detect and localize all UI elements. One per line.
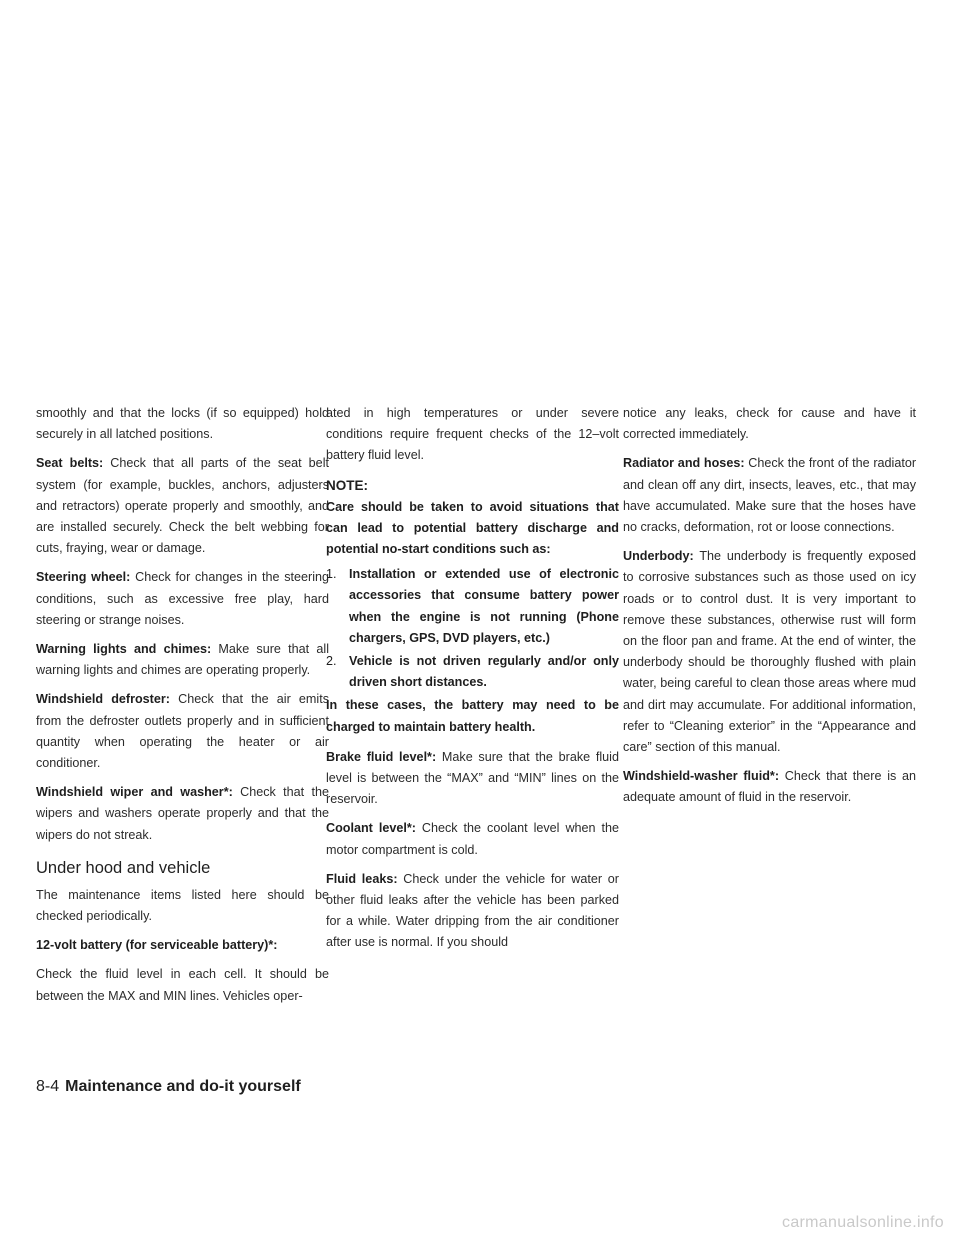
note-body [326,497,619,738]
page-footer [36,1077,301,1097]
brake-fluid-label: Brake fluid level*: [326,749,437,764]
coolant-label: Coolant level*: [326,821,416,836]
seat-belts-label: Seat belts: [36,456,104,471]
paragraph-underbody: Underbody: The underbody is frequently exposed to corrosive substances such as those used on icy roads or to control dust. It is very important to remove these substances, otherwise rust will form on the floor pan and frame. At the end of winter, the underbody should be thoroughly flushed with plain water, being careful to clean those areas where mud and dirt may accumulate. For additional information, refer to “Cleaning exterior” in the “Appearance and care” section of this manual. [623,549,916,755]
washer-fluid-label: Windshield-washer fluid*: [623,769,780,784]
column-2 [326,403,619,962]
paragraph-intro: The maintenance items listed here should be checked periodically. [36,887,329,924]
page-number: 8-4 [36,1078,60,1095]
note-heading: NOTE: [326,477,368,493]
paragraph-battery-label [36,935,329,956]
warning-lights-label: Warning lights and chimes: [36,642,212,657]
paragraph-coolant: Coolant level*: Check the coolant level when the motor compartment is cold. [326,821,620,857]
defroster-label: Windshield defroster: [36,692,170,707]
section-title: Maintenance and do-it yourself [65,1078,301,1095]
radiator-label: Radiator and hoses: [623,456,745,471]
note-outro: In these cases, the battery may need to be charged to maintain battery health. [326,698,619,734]
steering-wheel-label: Steering wheel: [36,570,131,585]
paragraph-locks: smoothly and that the locks (if so equipped) hold securely in all latched positions. [36,406,329,442]
list-item: 2. Vehicle is not driven regularly and/or only driven short distances. [326,654,619,690]
note-intro: Care should be taken to avoid situations that can lead to potential battery discharge and potential no-start conditions such as: [326,499,619,557]
paragraph-battery-cont: ated in high temperatures or under severe conditions require frequent checks of the 12–volt battery fluid level. [326,406,619,463]
paragraph-washer-fluid: Windshield-washer fluid*: Check that there is an adequate amount of fluid in the reservoir. [623,769,916,805]
paragraph-wiper-washer: Windshield wiper and washer*: Check that the wipers and washers operate properly and that the wipers do not streak. [36,785,329,842]
battery-label: 12-volt battery (for serviceable battery)*: [36,938,278,953]
paragraph-brake-fluid: Brake fluid level*: Make sure that the brake fluid level is between the “MAX” and “MIN” lines on the reservoir. [326,749,619,807]
note-list [326,564,619,693]
section-heading-under-hood: Under hood and vehicle [36,858,211,877]
wiper-washer-label: Windshield wiper and washer*: [36,785,233,800]
list-item: 1. Installation or extended use of electronic accessories that consume battery power when the engine is not running (Phone chargers, GPS, DVD players, etc.) [326,567,619,645]
watermark-link[interactable]: carmanualsonline.info [782,1214,944,1231]
paragraph-leaks-cont: notice any leaks, check for cause and have it corrected immediately. [623,406,916,442]
column-3 [623,403,916,817]
paragraph-battery: Check the fluid level in each cell. It should be between the MAX and MIN lines. Vehicles oper- [36,967,329,1003]
underbody-label: Underbody: [623,549,694,564]
fluid-leaks-label: Fluid leaks: [326,871,398,886]
column-1 [36,403,329,1015]
paragraph-fluid-leaks: Fluid leaks: Check under the vehicle for water or other fluid leaks after the vehicle has been parked for a while. Water dripping from the air conditioner after use is normal. If you should [326,871,619,950]
paragraph-steering-wheel: Steering wheel: Check for changes in the steering conditions, such as excessive free play, hard steering or strange noises. [36,570,330,627]
paragraph-seat-belts: Seat belts: Check that all parts of the seat belt system (for example, buckles, anchors, adjusters and retractors) operate properly and smoothly, and are installed securely. Check the belt webbing for cuts, fraying, wear or damage. [36,456,329,556]
paragraph-warning-lights: Warning lights and chimes: Make sure that all warning lights and chimes are operating properly. [36,642,329,678]
paragraph-radiator: Radiator and hoses: Check the front of the radiator and clean off any dirt, insects, leaves, etc., that may have accumulated. Make sure that the hoses have no cracks, deformation, rot or loose connections. [623,456,917,535]
paragraph-windshield-defroster: Windshield defroster: Check that the air emits from the defroster outlets properly and in sufficient quantity when operating the heater or air conditioner. [36,692,330,771]
